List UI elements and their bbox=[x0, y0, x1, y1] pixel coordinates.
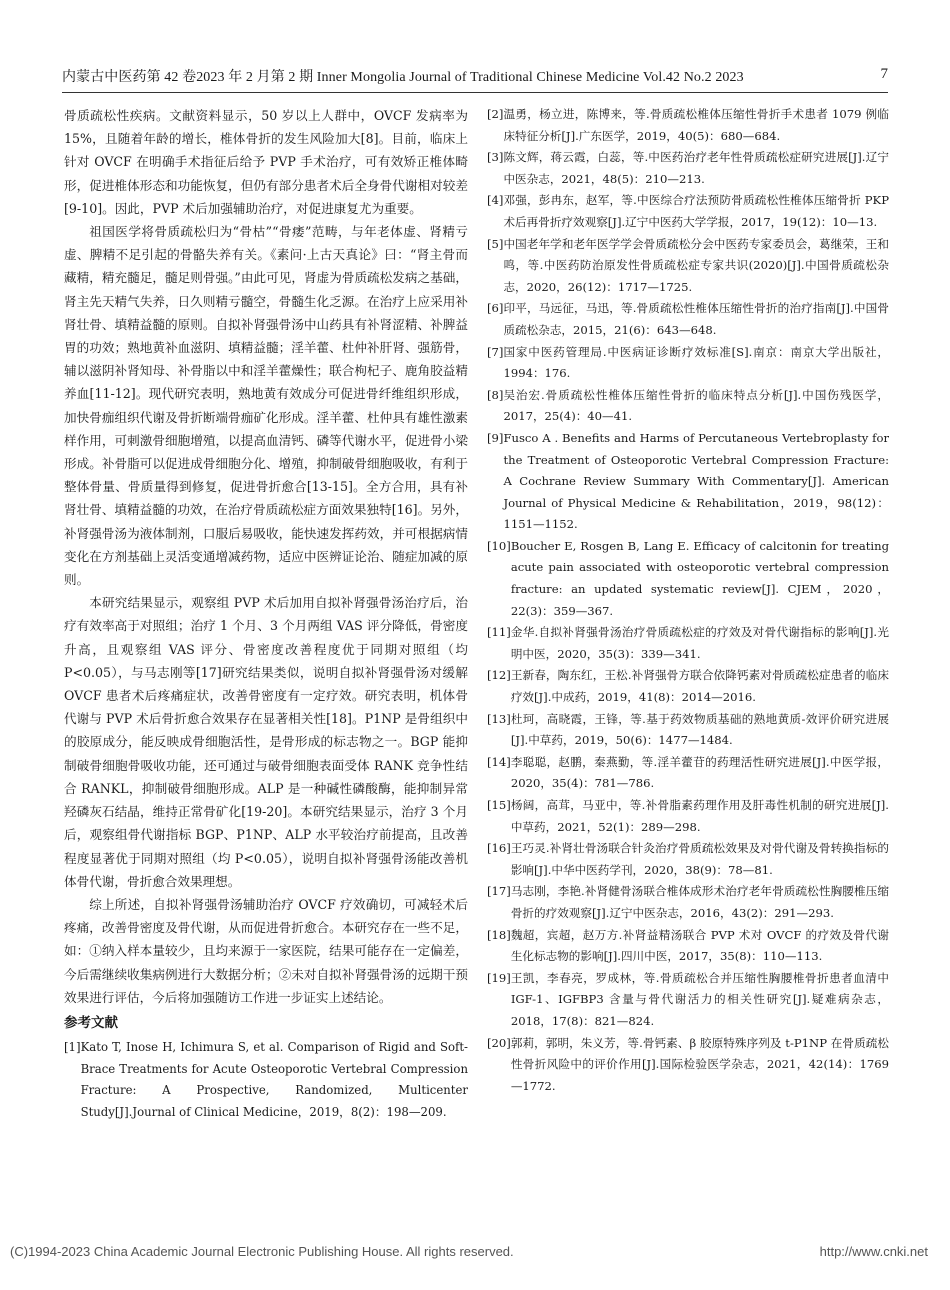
reference-number: [9] bbox=[487, 430, 504, 445]
body-paragraph: 骨质疏松性疾病。文献资料显示，50 岁以上人群中，OVCF 发病率为 15%，且随着年龄的增长，椎体骨折的发生风险加大[8]。目前，临床上针对 OVCF 在明确手术指征后给予 PVP 手术治疗，可有效矫正椎体畸形，促进椎体形态和功能恢复，但仍有部分患者术后全身骨代谢相对较差[9-10]。因此，PVP 术后加强辅助治疗，对促进康复尤为重要。 bbox=[64, 108, 468, 216]
reference-text: 印平，马远征，马迅，等.骨质疏松性椎体压缩性骨折的治疗指南[J].中国骨质疏松杂志，2015，21(6)：643—648. bbox=[503, 301, 889, 337]
reference-text: 吴治宏.骨质疏松性椎体压缩性骨折的临床特点分析[J].中国伤残医学，2017，25(4)：40—41. bbox=[503, 387, 889, 424]
references-heading: 参考文献 bbox=[64, 1014, 118, 1031]
reference-number: [3] bbox=[487, 150, 504, 165]
reference-item bbox=[487, 622, 889, 665]
body-paragraph: 祖国医学将骨质疏松归为“骨枯”“骨痿”范畴，与年老体虚、肾精亏虚、脾精不足引起的骨骼失养有关。《素问·上古天真论》曰：“肾主骨而藏精，精充髓足，髓足则骨强。”由此可见，肾虚为骨质疏松发病之基础，肾主先天精气失养，日久则精亏髓空，骨髓生化乏源。在治疗上应采用补肾壮骨、填精益髓的原则。自拟补肾强骨汤中山药具有补肾涩精、补脾益胃的功效；熟地黄补血滋阴、填精益髓；淫羊藿、杜仲补肝肾、强筋骨，辅以滋阴补肾知母、补骨脂以中和淫羊藿燥性；联合枸杞子、鹿角胶益精养血[11-12]。现代研究表明，熟地黄有效成分可促进骨纤维组织形成，加快骨痂组织代谢及骨折断端骨痂矿化形成。淫羊藿、杜仲具有雄性激素样作用，可刺激骨细胞增殖，以提高血清钙、磷等代谢水平，促进骨小梁形成。补骨脂可以促进成骨细胞分化、增殖，抑制破骨细胞吸收，有利于整体骨量、骨质量得到修复，促进骨折愈合[13-15]。全方合用，具有补肾壮骨、填精益髓的功效，在治疗骨质疏松症方面效果独特[16]。另外，补肾强骨汤为液体制剂，口服后易吸收，能快速发挥药效，并可根据病情变化在方剂基础上灵活变通增减药物，适应中医辨证论治、随症加减的原则。 bbox=[64, 224, 468, 588]
reference-item bbox=[487, 104, 889, 147]
reference-number: [10] bbox=[487, 538, 511, 553]
header-rule bbox=[62, 92, 888, 93]
right-column bbox=[487, 104, 889, 1199]
reference-number: [14] bbox=[487, 754, 511, 769]
reference-item bbox=[487, 795, 889, 838]
reference-item bbox=[487, 234, 889, 299]
reference-text: 中国老年学和老年医学学会骨质疏松分会中医药专家委员会，葛继荣，王和鸣，等.中医药防治原发性骨质疏松症专家共识(2020)[J].中国骨质疏松杂志，2020，26(12)：1717—1725. bbox=[503, 236, 889, 294]
reference-item bbox=[487, 968, 889, 1033]
reference-item bbox=[487, 838, 889, 881]
reference-text: Kato T, Inose H, Ichimura S, et al. Comparison of Rigid and Soft-Brace Treatments for Acute Osteoporotic Vertebral Compression Fracture: A Prospective, Randomized, Multicenter Study[J].Journal of Clinical Medicine，2019，8(2)：198—209. bbox=[80, 1039, 468, 1119]
reference-item bbox=[487, 428, 889, 536]
body-paragraph: 综上所述，自拟补肾强骨汤辅助治疗 OVCF 疗效确切，可减轻术后疼痛，改善骨密度及骨代谢，从而促进骨折愈合。本研究存在一些不足，如：①纳入样本量较少，且均来源于一家医院，结果可能存在一定偏差，今后需继续收集病例进行大数据分析；②未对自拟补肾强骨汤的远期干预效果进行评估，今后将加强随访工作进一步证实上述结论。 bbox=[64, 896, 468, 1005]
reference-number: [13] bbox=[487, 711, 511, 726]
reference-item bbox=[487, 536, 889, 622]
reference-text: 魏超，宾超，赵万方.补肾益精汤联合 PVP 术对 OVCF 的疗效及骨代谢生化标志物的影响[J].四川中医，2017，35(8)：110—113. bbox=[510, 927, 889, 964]
reference-item bbox=[487, 925, 889, 968]
reference-text: 杜珂，高晓霞，王锋，等.基于药效物质基础的熟地黄质-效评价研究进展[J].中草药，2019，50(6)：1477—1484. bbox=[510, 711, 889, 748]
copyright-text: (C)1994-2023 China Academic Journal Electronic Publishing House. All rights reserved. bbox=[10, 1244, 514, 1259]
left-column bbox=[64, 104, 468, 1199]
reference-number: [2] bbox=[487, 107, 504, 121]
reference-text: 杨阔，高茸，马亚中，等.补骨脂素药理作用及肝毒性机制的研究进展[J].中草药，2021，52(1)：289—298. bbox=[510, 798, 889, 834]
reference-number: [4] bbox=[487, 193, 504, 208]
reference-item bbox=[64, 1037, 468, 1123]
reference-number: [18] bbox=[487, 927, 511, 942]
reference-item bbox=[487, 342, 889, 385]
reference-item bbox=[487, 385, 889, 428]
cnki-link[interactable]: http://www.cnki.net bbox=[819, 1244, 928, 1259]
reference-number: [5] bbox=[487, 236, 504, 251]
reference-text: 陈文辉，蒋云霞，白蕊，等.中医药治疗老年性骨质疏松症研究进展[J].辽宁中医杂志，2021，48(5)：210—213. bbox=[503, 150, 889, 186]
reference-number: [12] bbox=[487, 668, 511, 683]
reference-text: Fusco A . Benefits and Harms of Percutaneous Vertebroplasty for the Treatment of Osteoporotic Vertebral Compression Fracture: A Cochrane Review Summary With Commentary[J]. American Journal of Physical Medicine & Rehabilitation，2019，98(12)：1151—1152. bbox=[503, 430, 889, 532]
reference-text: 王巧灵.补肾壮骨汤联合针灸治疗骨质疏松效果及对骨代谢及骨转换指标的影响[J].中华中医药学刊，2020，38(9)：78—81. bbox=[510, 841, 889, 877]
reference-number: [1] bbox=[64, 1039, 81, 1054]
reference-item bbox=[487, 709, 889, 752]
reference-number: [16] bbox=[487, 841, 511, 856]
reference-item bbox=[487, 1033, 889, 1098]
reference-item bbox=[487, 147, 889, 190]
reference-text: 王凯，李春亮，罗成林，等.骨质疏松合并压缩性胸腰椎骨折患者血清中 IGF-1、IGFBP3 含量与骨代谢活力的相关性研究[J].疑难病杂志，2018，17(8)：821—824. bbox=[510, 970, 889, 1028]
reference-number: [7] bbox=[487, 344, 504, 359]
reference-text: 温勇，杨立进，陈博来，等.骨质疏松椎体压缩性骨折手术患者 1079 例临床特征分析[J].广东医学，2019，40(5)：680—684. bbox=[503, 107, 889, 143]
reference-text: 李聪聪，赵鹏，秦燕勤，等.淫羊藿苷的药理活性研究进展[J].中医学报，2020，35(4)：781—786. bbox=[510, 754, 889, 791]
reference-number: [17] bbox=[487, 884, 511, 899]
reference-text: 金华.自拟补肾强骨汤治疗骨质疏松症的疗效及对骨代谢指标的影响[J].光明中医，2020，35(3)：339—341. bbox=[510, 625, 889, 661]
reference-text: Boucher E, Rosgen B, Lang E. Efficacy of calcitonin for treating acute pain associated with osteoporotic vertebral compression fracture: an updated systematic review[J]. CJEM，2020，22(3)：359—367. bbox=[510, 538, 889, 618]
reference-number: [15] bbox=[487, 798, 511, 812]
reference-text: 马志刚，李艳.补肾健骨汤联合椎体成形术治疗老年骨质疏松性胸腰椎压缩骨折的疗效观察[J].辽宁中医杂志，2016，43(2)：291—293. bbox=[510, 884, 889, 920]
reference-text: 邓强，彭冉东，赵军，等.中医综合疗法预防骨质疏松性椎体压缩骨折 PKP 术后再骨折疗效观察[J].辽宁中医药大学学报，2017，19(12)：10—13. bbox=[503, 193, 889, 229]
running-header bbox=[62, 66, 888, 94]
reference-number: [6] bbox=[487, 301, 504, 316]
reference-number: [20] bbox=[487, 1035, 511, 1050]
page-number: 7 bbox=[880, 66, 888, 82]
reference-item bbox=[487, 881, 889, 924]
reference-text: 国家中医药管理局.中医病证诊断疗效标准[S].南京：南京大学出版社，1994：176. bbox=[503, 344, 889, 381]
reference-text: 郭莉，郭明，朱义芳，等.骨钙素、β 胶原特殊序列及 t-P1NP 在骨质疏松性骨折风险中的评价作用[J].国际检验医学杂志，2021，42(14)：1769—1772. bbox=[510, 1035, 889, 1093]
reference-text: 王新春，陶东红，王松.补肾强骨方联合依降钙素对骨质疏松症患者的临床疗效[J].中成药，2019，41(8)：2014—2016. bbox=[510, 668, 889, 705]
reference-number: [19] bbox=[487, 970, 511, 985]
reference-item bbox=[487, 665, 889, 708]
reference-item bbox=[487, 298, 889, 341]
journal-info: 内蒙古中医药第 42 卷2023 年 2 月第 2 期 Inner Mongolia Journal of Traditional Chinese Medicine Vol.42 No.2 2023 bbox=[62, 70, 744, 85]
reference-number: [11] bbox=[487, 625, 511, 640]
reference-number: [8] bbox=[487, 387, 504, 402]
reference-item bbox=[487, 190, 889, 233]
reference-item bbox=[487, 752, 889, 795]
body-paragraph: 本研究结果显示，观察组 PVP 术后加用自拟补肾强骨汤治疗后，治疗有效率高于对照组；治疗 1 个月、3 个月两组 VAS 评分降低，骨密度升高，且观察组 VAS 评分、骨密度改善程度优于同期对照组（均 P<0.05），与马志刚等[17]研究结果类似，说明自拟补肾强骨汤对缓解 OVCF 患者术后疼痛症状，改善骨密度有一定疗效。研究表明，机体骨代谢与 PVP 术后骨折愈合效果存在显著相关性[18]。P1NP 是骨组织中的胶原成分，能反映成骨细胞活性，是骨形成的标志物之一。BGP 能抑制破骨细胞骨吸收功能，还可通过与破骨细胞表面受体 RANK 竞争性结合 RANKL，抑制破骨细胞形成。ALP 是一种碱性磷酸酶，能抑制异常羟磷灰石结晶，维持正常骨矿化[19-20]。本研究结果显示，治疗 3 个月后，观察组骨代谢指标 BGP、P1NP、ALP 水平较治疗前提高，且改善程度显著优于同期对照组（均 P<0.05），说明自拟补肾强骨汤能改善机体骨代谢，骨折愈合效果理想。 bbox=[64, 595, 468, 889]
